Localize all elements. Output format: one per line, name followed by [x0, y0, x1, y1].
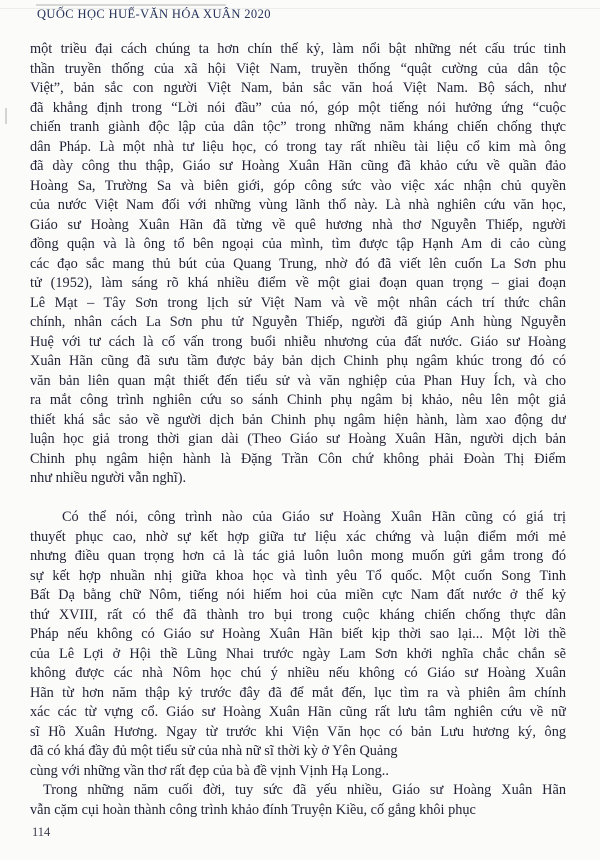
text-line: xác các từ vựng cổ. Giáo sư Hoàng Xuân Hãn cũng rất lưu tâm nghiên cứu về nữ [30, 704, 566, 720]
text-line: tử (1952), làm sáng rõ khá nhiều điểm về một giai đoạn quan trọng – giai đoạn [30, 275, 566, 291]
text-line: Lê Mạt – Tây Sơn trong lịch sử Việt Nam và về một nhân cách trí thức chân [30, 294, 566, 311]
text-line: chiến tranh giành độc lập của dân tộc” trong những năm kháng chiến chống thực [30, 119, 566, 135]
text-line: Pháp nếu không có Giáo sư Hoàng Xuân Hãn biết kịp thời sao lại... Một lời thề [30, 626, 566, 642]
text-line: Việt”, bản sắc con người Việt Nam, bản sắc văn hoá Việt Nam. Bộ sách, như [30, 80, 566, 96]
text-line: Xuân Hãn cũng đã sưu tầm được bảy bản dịch Chinh phụ ngâm khúc trong đó có [30, 353, 566, 369]
text-line: Có thể nói, công trình nào của Giáo sư Hoàng Xuân Hãn cũng có giá trị [62, 509, 566, 525]
text-line: một triều đại cách chúng ta hơn chín thế kỷ, làm nổi bật những nét cấu trúc tinh [30, 41, 566, 57]
text-line: Bất Dạ bằng chữ Nôm, tiếng nói hiếm hoi của miền cực Nam đất nước ở thế kỷ [30, 587, 566, 603]
text-line: thuyết phục cao, nhờ sự kết hợp giữa tư liệu xác chứng và luận điểm mới mẻ [30, 528, 566, 545]
text-line: chính, nhân cách La Sơn phu tử Nguyễn Thiếp, người đã giúp Anh hùng Nguyễn [30, 314, 566, 330]
text-line: cùng với những vần thơ rất đẹp của bà đề vịnh Vịnh Hạ Long.. [30, 762, 389, 779]
text-line: sự kết hợp nhuần nhị giữa khoa học và tình yêu Tổ quốc. Một cuốn Song Tinh [30, 567, 566, 584]
text-line: như nhiều người vẫn nghĩ). [30, 470, 187, 486]
text-line: Huệ với tư cách là cố vấn trong buổi nhiễu nhương của đất nước. Giáo sư Hoàng [30, 333, 566, 350]
text-line: dân Pháp. Là một nhà tư liệu học, có trong tay rất nhiều tài liệu cổ kim mà ông [30, 138, 566, 155]
text-line: đã dày công thu thập, Giáo sư Hoàng Xuân Hãn cũng đã khảo cứu về quần đảo [30, 158, 566, 174]
text-line: nhưng điều quan trọng hơn cả là tác giả luôn luôn mong muốn gửi gắm trong đó [30, 548, 566, 564]
text-line: Trong những năm cuối đời, tuy sức đã yếu nhiều, Giáo sư Hoàng Xuân Hãn [43, 782, 566, 798]
text-line: Hãn từ hơn năm thập kỷ trước đây đã để mắt đến, lục tìm ra và phiên âm chính [30, 684, 566, 701]
page-number: 114 [32, 825, 51, 839]
running-header: QUỐC HỌC HUẾ-VĂN HÓA XUÂN 2020 [37, 7, 271, 21]
scan-artifact-tick [5, 108, 7, 124]
text-line: thứ XVIII, rất có thể đã thành tro bụi trong cuộc kháng chiến chống thực dân [30, 606, 566, 623]
text-line: văn bản liên quan mật thiết đến tiểu sử và văn nghiệp của Phan Huy Ích, và cho [30, 372, 566, 389]
page-body-text [30, 40, 566, 820]
text-line: thiết khá sắc sảo về người dịch bản Chinh phụ ngâm hiện hành, làm xao động dư [30, 411, 566, 428]
text-line: đã khẳng định trong “Lời nói đầu” của nó, góp một tiếng nói hưởng ứng “cuộc [30, 99, 566, 116]
text-line: ra mắt công trình nghiên cứu so sánh Chinh phụ ngâm bị khảo, nêu lên một giả [30, 392, 566, 408]
scan-artifact-line [36, 4, 226, 6]
text-line: không được các nhà Nôm học chú ý nhiều nếu không có Giáo sư Hoàng Xuân [30, 665, 566, 681]
text-line: Chinh phụ ngâm hiện hành là Đặng Trần Côn chứ không phải Đoàn Thị Điểm [30, 450, 566, 467]
paragraph [30, 508, 566, 781]
paragraph [30, 781, 566, 820]
text-line: đồng quận và là ông tổ bên ngoại của mình, tìm được tập Hạnh Am di cảo cùng [30, 236, 566, 252]
text-line: luận học giả trong thời gian dài (Theo Giáo sư Hoàng Xuân Hãn, người dịch bản [30, 431, 566, 447]
text-line: Hoàng Sa, Trường Sa và biên giới, góp công sức vào việc xác nhận chủ quyền [30, 177, 566, 194]
text-line: Giáo sư Hoàng Xuân Hãn đã từng về quê hương nhà thơ Nguyễn Thiếp, người [30, 216, 566, 233]
text-line: sĩ Hồ Xuân Hương. Ngay từ trước khi Viện Văn học có bản Lưu hương ký, ông [30, 723, 566, 740]
text-line: của Lê Lợi ở Hội thề Lũng Nhai trước ngày Lam Sơn khởi nghĩa chắc chắn sẽ [30, 645, 566, 662]
text-line: thần truyền thống của xã hội Việt Nam, truyền thống “quật cường của dân tộc [30, 60, 566, 77]
text-line: đã có khá đầy đủ một tiểu sử của nhà nữ sĩ thời kỳ ở Yên Quảng [30, 743, 398, 759]
text-line: vẫn cặm cụi hoàn thành công trình khảo đính Truyện Kiều, cố gắng khôi phục [30, 801, 476, 818]
text-line: các đạo sắc mang thủ bút của Quang Trung, nhờ đó đã viết lên cuốn La Sơn phu [30, 255, 566, 272]
text-line: của nước Việt Nam đối với những vùng lãnh thổ này. Là nhà nghiên cứu văn học, [30, 197, 566, 213]
paragraph [30, 40, 566, 489]
